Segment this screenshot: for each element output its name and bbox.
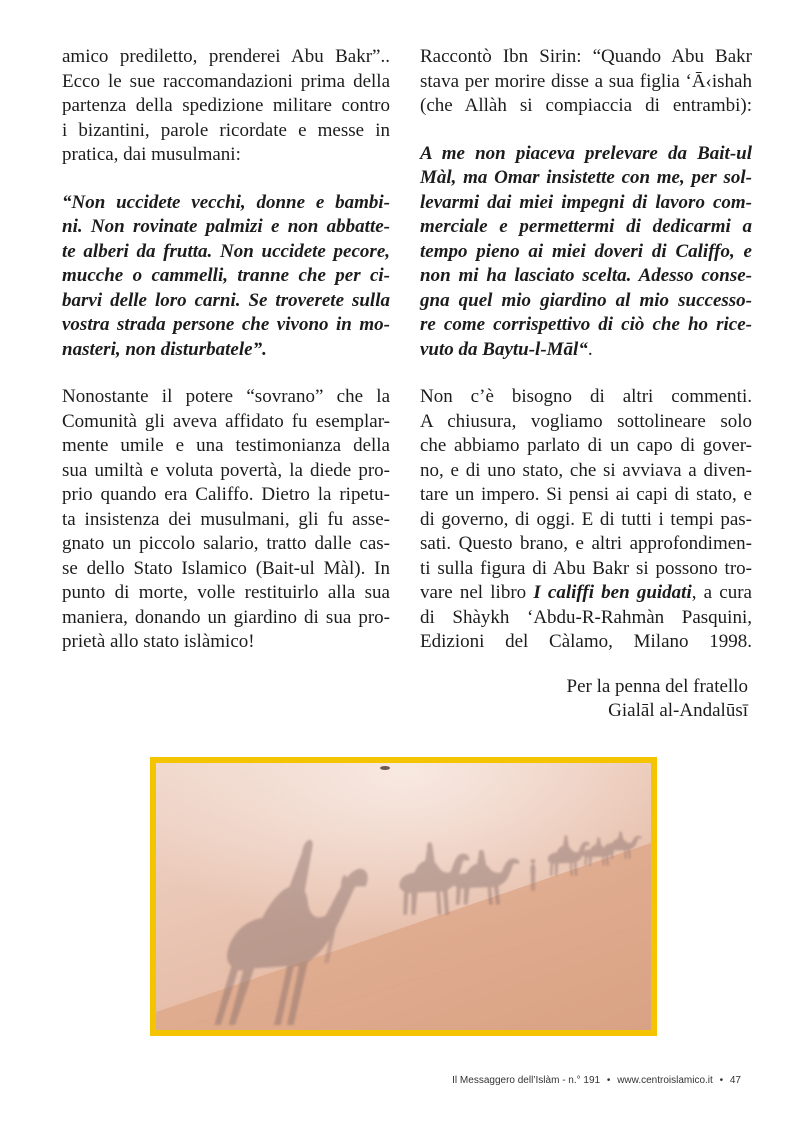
text-line: Edizioni del Càlamo, Milano 1998. xyxy=(420,631,752,652)
website-url: www.centroislamico.it xyxy=(617,1075,713,1086)
text-line: mente umile e una testimonianza della xyxy=(62,435,390,456)
quote-abu-bakr xyxy=(420,142,752,363)
text-line: mucche o cammelli, tranne che per ci- xyxy=(62,265,390,286)
left-column xyxy=(62,45,390,655)
text-line: ni. Non rovinate palmizi e non abbatte- xyxy=(62,216,390,237)
text-line: sati. Questo brano, e altri approfondimen- xyxy=(420,533,752,554)
text-line: (che Allàh si compiaccia di entrambi): xyxy=(420,95,752,116)
text-line: gna quel mio giardino al mio successo- xyxy=(420,289,752,311)
text-line: non mi ha lasciato scelta. Adesso conse- xyxy=(420,265,752,286)
text-line: barvi delle loro carni. Se troverete sulla xyxy=(62,289,390,311)
text-line: sua umiltà e voluta povertà, la diede pro- xyxy=(62,459,390,481)
text-line: ta insistenza dei musulmani, gli fu asse- xyxy=(62,508,390,530)
text-line: se dello Stato Islamico (Bait-ul Màl). In xyxy=(62,557,390,579)
footer-separator: • xyxy=(606,1075,611,1086)
text-line: di governo, di oggi. E di tutti i tempi pas- xyxy=(420,508,752,530)
text-line: prio quando era Califfo. Dietro la ripetu- xyxy=(62,484,390,505)
text-line: levarmi dai miei impegni di lavoro com- xyxy=(420,191,752,213)
desert-caravan-photo xyxy=(150,757,657,1036)
text-line: “Non uccidete vecchi, donne e bambi- xyxy=(62,191,390,213)
text-line: stava per morire disse a sua figlia ‘Ā‹ishah xyxy=(420,70,752,92)
text-line: maniera, donando un giardino di sua pro- xyxy=(62,606,390,628)
text-line: gnato un piccolo salario, tratto dalle cas- xyxy=(62,533,390,554)
text-line: vuto da Baytu-l-Māl“. xyxy=(420,338,593,360)
page-footer xyxy=(452,1075,741,1087)
text-line: nasteri, non disturbatele”. xyxy=(62,338,267,360)
text-line: di Shàykh ‘Abdu-R-Rahmàn Pasquini, xyxy=(420,606,752,628)
text-line: tempo pieno ai miei doveri di Califfo, e xyxy=(420,240,752,262)
text-line: pratica, dai musulmani: xyxy=(62,144,241,165)
text-line: A me non piaceva prelevare da Bait-ul xyxy=(420,142,752,164)
text-line: Nonostante il potere “sovrano” che la xyxy=(62,386,390,407)
text-line: Comunità gli aveva affidato fu esemplar- xyxy=(62,410,390,432)
signature-author-name: Gialāl al-Andalūsī xyxy=(608,700,748,721)
text-line: tare un impero. Si pensi ai capi di stato, e xyxy=(420,484,752,505)
paragraph-ibn-sirin xyxy=(420,45,752,119)
footer-separator: • xyxy=(719,1075,724,1086)
paragraph-conclusion xyxy=(420,385,752,655)
text-line: ti sulla figura di Abu Bakr si possono tro- xyxy=(420,557,752,579)
regular-text: . xyxy=(587,338,593,360)
right-column xyxy=(420,45,752,724)
text-line: partenza della spedizione militare contro xyxy=(62,95,390,116)
text-line: punto di morte, volle restituirlo alla sua xyxy=(62,582,390,603)
emphasized-text: I califfi ben guidati xyxy=(533,582,692,603)
text-line: vare nel libro I califfi ben guidati, a cura xyxy=(420,582,752,603)
magazine-issue: Il Messaggero dell’Islàm - n.° 191 xyxy=(452,1075,601,1086)
text-line: merciale e permettermi di dedicarmi a xyxy=(420,216,752,237)
page-number: 47 xyxy=(729,1075,741,1086)
text-line: te alberi da frutta. Non uccidete pecore, xyxy=(62,240,390,262)
signature-line-1: Per la penna del fratello xyxy=(566,675,748,697)
text-line: vostra strada persone che vivono in mo- xyxy=(62,314,390,335)
small-object xyxy=(380,766,390,770)
text-line: amico prediletto, prenderei Abu Bakr”.. xyxy=(62,46,390,67)
paragraph-humility xyxy=(62,385,390,655)
text-line: Ecco le sue raccomandazioni prima della xyxy=(62,70,390,92)
quote-recommendations xyxy=(62,191,390,363)
text-line: i bizantini, parole ricordate e messe in xyxy=(62,119,390,141)
text-line: Non c’è bisogno di altri commenti. xyxy=(420,386,752,407)
text-line: A chiusura, vogliamo sottolineare solo xyxy=(420,410,752,432)
text-line: no, e di uno stato, che si avviava a diven- xyxy=(420,459,752,481)
text-line: re come corrispettivo di ciò che ho rice- xyxy=(420,314,752,335)
text-line: prietà allo stato islàmico! xyxy=(62,631,255,652)
paragraph-intro xyxy=(62,45,390,168)
author-signature xyxy=(420,675,752,724)
text-line: che abbiamo parlato di un capo di gover- xyxy=(420,435,752,456)
text-line: Màl, ma Omar insistette con me, per sol- xyxy=(420,167,752,188)
text-line: Raccontò Ibn Sirin: “Quando Abu Bakr xyxy=(420,46,752,67)
